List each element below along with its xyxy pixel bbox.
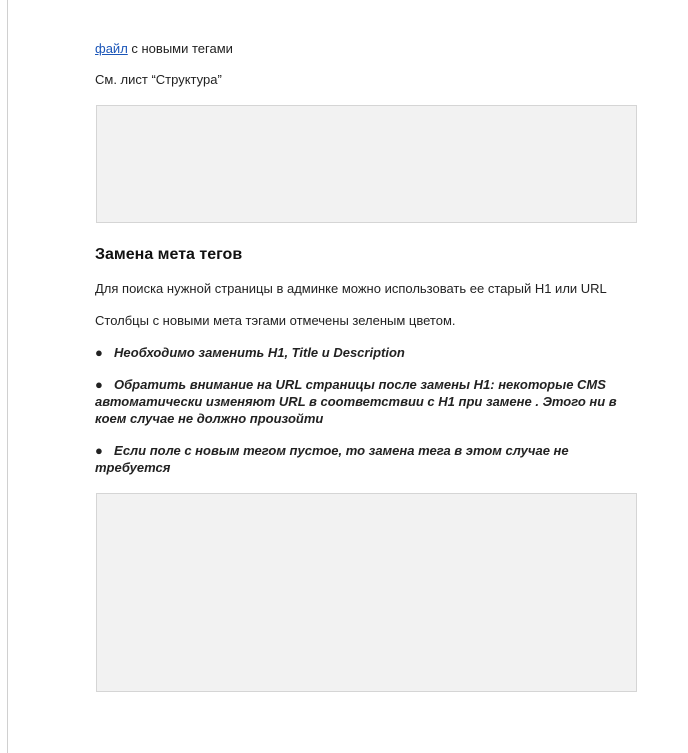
section-heading: Замена мета тегов (95, 246, 243, 263)
paragraph-columns-note: Столбцы с новыми мета тэгами отмечены зеленым цветом. (95, 313, 456, 328)
bullet-text: Если поле с новым тегом пустое, то замена тега в этом случае не требуется (95, 443, 569, 475)
bullet-item-empty-field (95, 442, 638, 476)
bullet-item-replace-tags (95, 344, 638, 361)
bullet-text: Обратить внимание на URL страницы после замены H1: некоторые CMS автоматически изменяют URL в соответствии с Н1 при замене . Этого ни в коем случае не должно произойти (95, 377, 617, 426)
file-link-line (95, 41, 233, 57)
bullet-item-url-warning (95, 376, 638, 427)
file-link[interactable]: файл (95, 41, 128, 56)
file-link-suffix: с новыми тегами (127, 41, 233, 56)
bullet-marker: ● (95, 443, 103, 458)
paragraph-search-hint: Для поиска нужной страницы в админке можно использовать ее старый Н1 или URL (95, 281, 607, 296)
bullet-text: Необходимо заменить H1, Title и Description (114, 345, 405, 360)
see-sheet-text: См. лист “Структура” (95, 72, 222, 87)
bullet-marker: ● (95, 377, 103, 392)
bullet-marker: ● (95, 345, 103, 360)
page-left-border (7, 0, 8, 753)
image-placeholder-top (96, 105, 637, 223)
image-placeholder-bottom (96, 493, 637, 692)
